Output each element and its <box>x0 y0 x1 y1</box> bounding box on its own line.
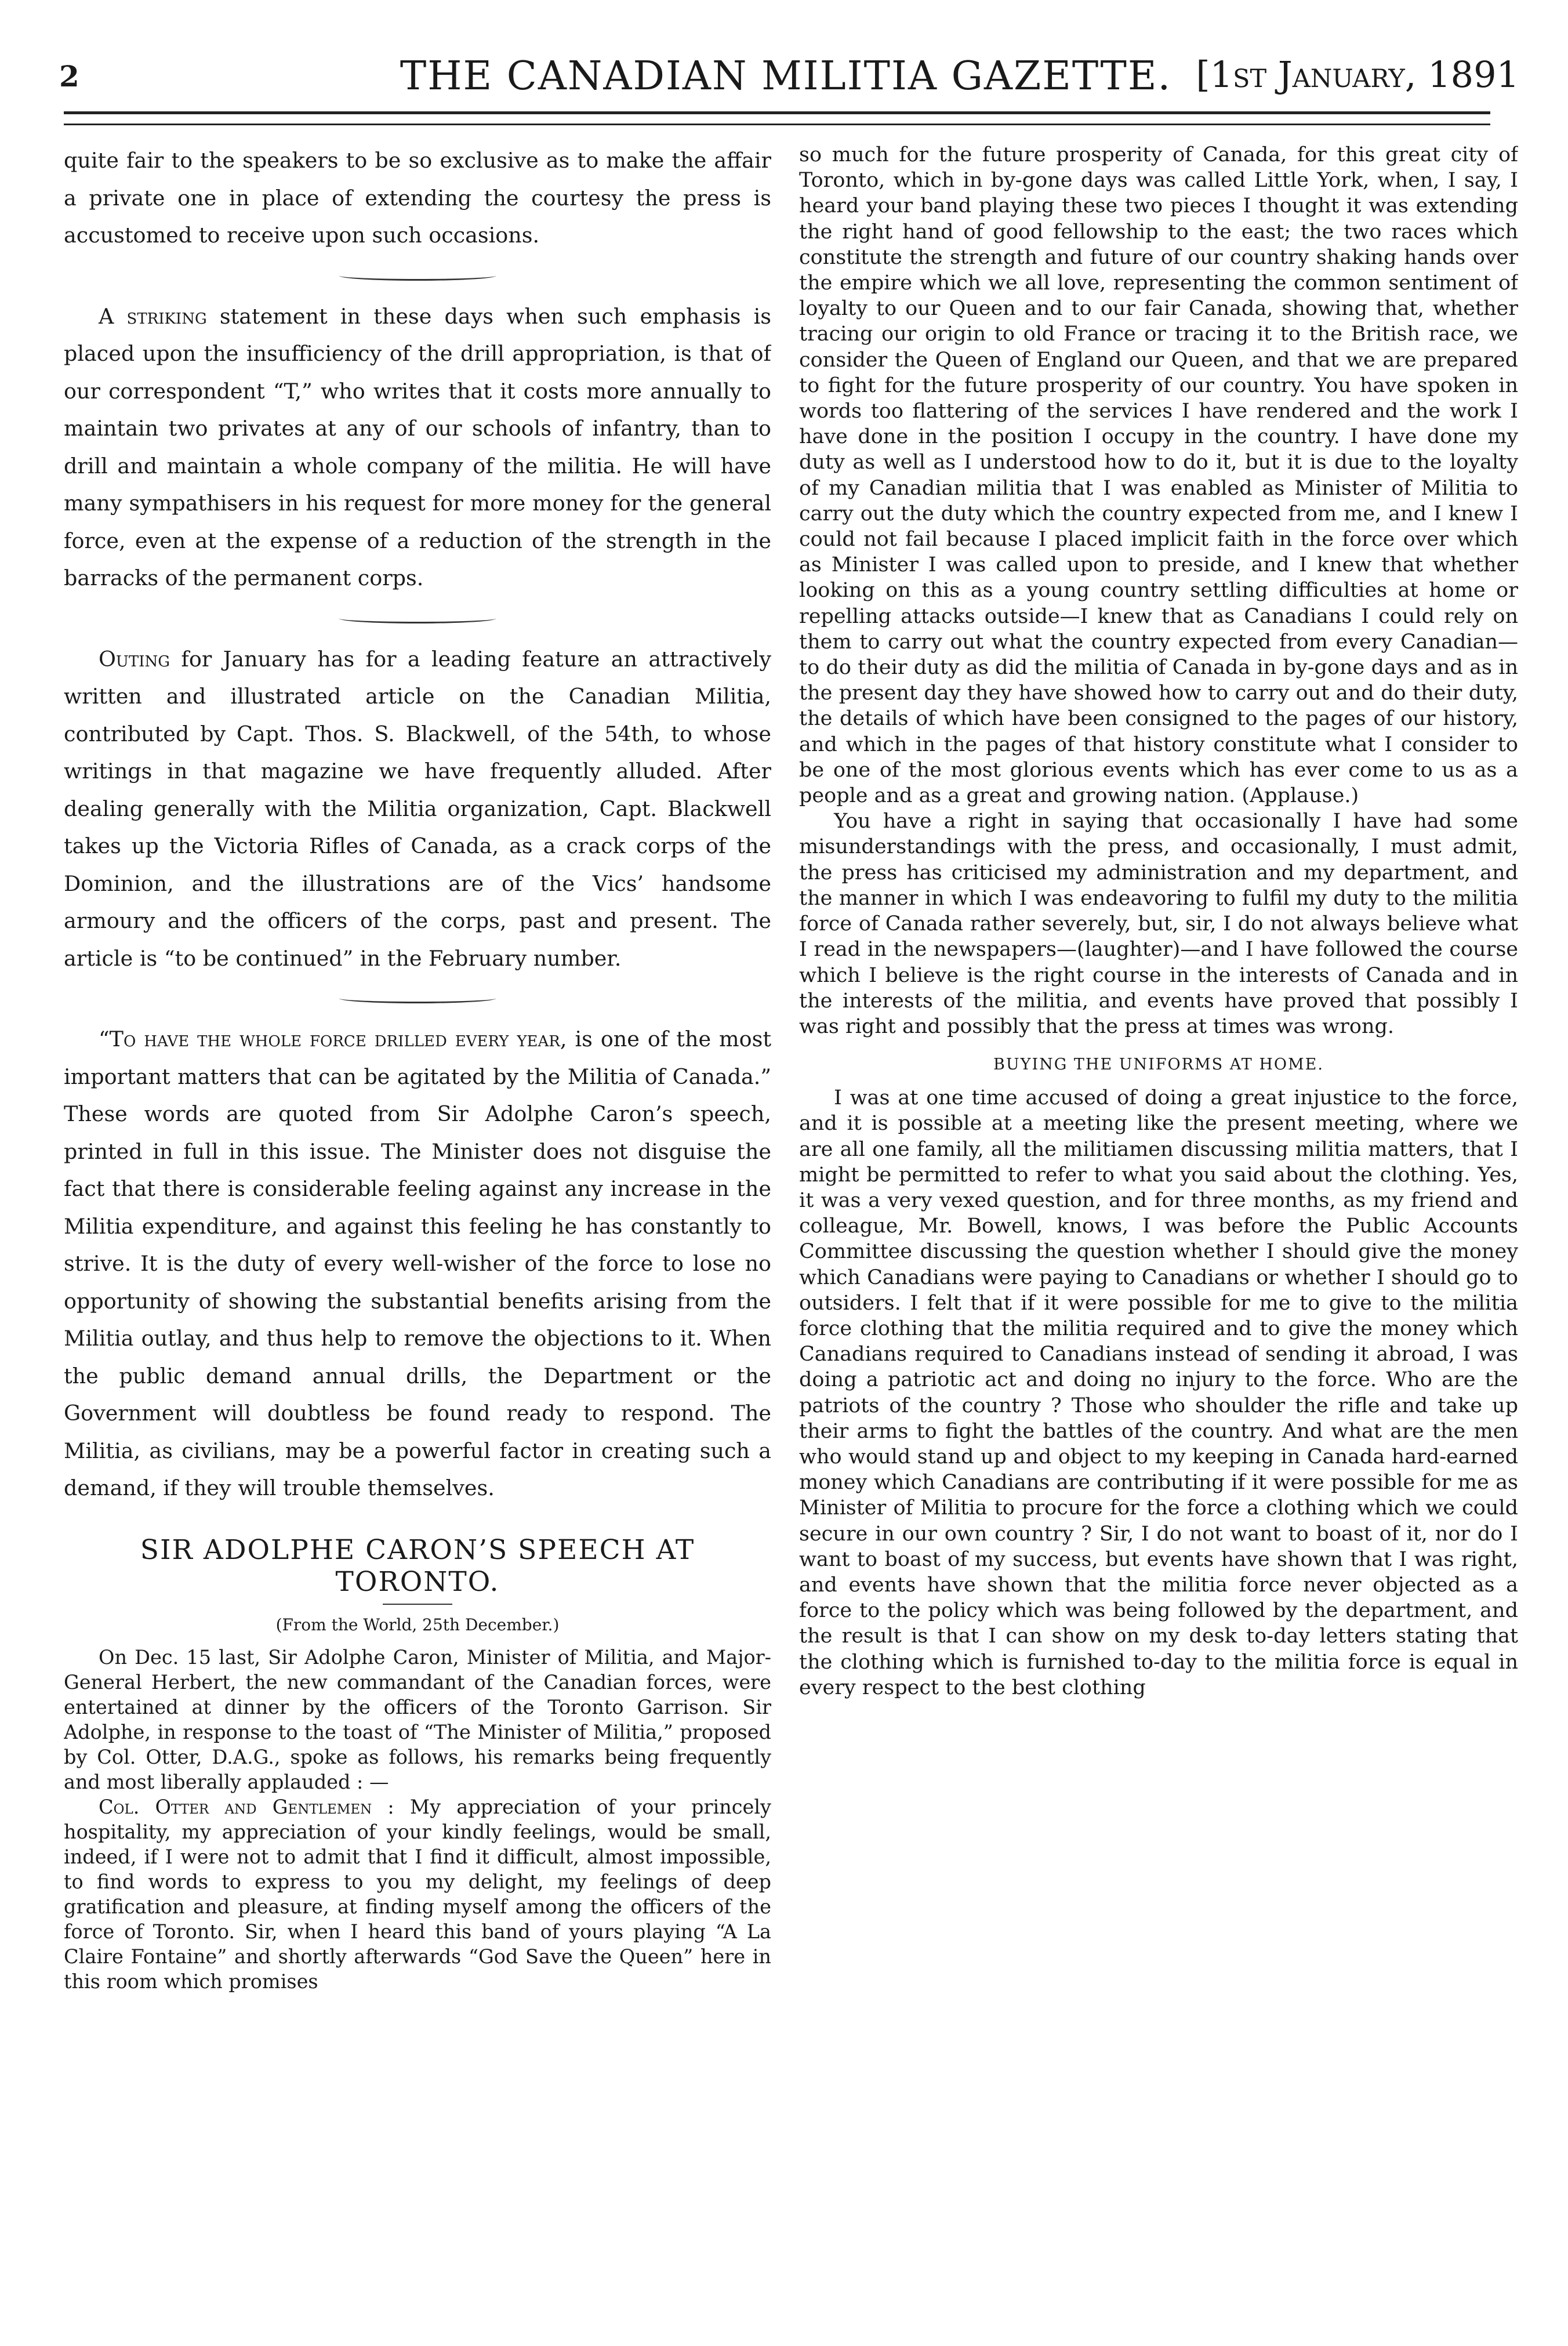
editorial-para-1: quite fair to the speakers to be so exclusive as to make the affair a private one in place of extending the courtesy the press is accustomed to receive upon such occasions. <box>64 148 771 248</box>
section-ornament <box>64 608 771 628</box>
page-header <box>52 53 1519 117</box>
speech-intro: On Dec. 15 last, Sir Adolphe Caron, Minister of Militia, and Major-General Herbert, the new commandant of the Canadian forces, were entertained at dinner by the officers of the Toronto Garrison. Sir Adolphe, in response to the toast of “The Minister of Militia,” proposed by Col. Otter, D.A.G., spoke as follows, his remarks being frequently and most liberally applauded : — <box>64 1645 771 1793</box>
section-ornament <box>64 988 771 1008</box>
lead-in: A striking <box>99 303 207 329</box>
speech-para-3: I was at one time accused of doing a great injustice to the force, and it is possible at a meeting like the present meeting, where we are all one family, all the militiamen discussing militia matters, that I might be permitted to refer to what you said about the clothing. Yes, it was a very vexed question, and for three months, as my friend and colleague, Mr. Bowell, knows, I was before the Public Accounts Committee discussing the question whether I should give the money which Canadians were paying to Canadians or whether I should go to outsiders. I felt that if it were possible for me to give to the militia force clothing that the militia required and to give the money which Canadians required to Canadians instead of sending it abroad, I was doing a patriotic act and doing no injury to the force. Who are the patriots of the country ? Those who shoulder the rifle and take up their arms to fight the battles of the country. And what are the men who would stand up and object to my keeping in Canada hard-earned money which Canadians are contributing if it were possible for me as Minister of Militia to procure for the force a clothing which we could secure in our own country ? Sir, I do not want to boast of it, nor do I want to boast of my success, but events have shown that I was right, and events have shown that the militia force never objected as a force to the policy which was being followed by the department, and the result is that I can show on my desk to-day letters stating that the clothing which is furnished to-day to the militia force is equal in every respect to the best clothing <box>799 1086 1518 1699</box>
speech-opening <box>64 1794 771 1994</box>
editorial-para-3 <box>64 641 771 978</box>
left-column <box>64 142 771 2323</box>
para-body: for January has for a leading feature an attractively written and illustrated article on the Canadian Militia, contributed by Capt. Thos. S. Blackwell, of the 54th, to whose writings in that magazine we have frequently alluded. After dealing generally with the Militia organization, Capt. Blackwell takes up the Victoria Rifles of Canada, as a crack corps of the Dominion, and the illustrations are of the Vics’ handsome armoury and the officers of the corps, past and present. The article is “to be continued” in the February number. <box>64 646 771 971</box>
section-ornament <box>64 265 771 285</box>
speech-source: (From the World, 25th December.) <box>275 1615 560 1634</box>
editorial-para-2 <box>64 298 771 597</box>
speech-para-1: so much for the future prosperity of Canada, for this great city of Toronto, which in by-gone days was called Little York, when, I say, I heard your band playing these two pieces I thought it was extending the right hand of good fellowship to the east; the two races which constitute the strength and future of our country shaking hands over the empire which we all love, representing the common sentiment of loyalty to our Queen and to our fair Canada, showing that, whether tracing our origin to old France or tracing it to the British race, we consider the Queen of England our Queen, and that we are prepared to fight for the future prosperity of our country. You have spoken in words too flattering of the services I have rendered and the work I have done in the position I occupy in the country. I have done my duty as well as I understood how to do it, but it is due to the loyalty of my Canadian militia that I was enabled as Minister of Militia to carry out the duty which the country expected from me, and I knew I could not fail because I placed implicit faith in the force over which as Minister I was called upon to preside, and I knew that whether looking on this as a young country settling difficulties at home or repelling attacks outside—I knew that as Canadians I could rely on them to carry out what the country expected from every Canadian—to do their duty as did the militia of Canada in by-gone days and as in the present day they have showed how to carry out and do their duty, the details of which have been consigned to the pages of our history, and which in the pages of that history constitute what I consider to be one of the most glorious events which has ever come to us as a people and as a great and growing nation. (Applause.) <box>799 143 1518 808</box>
section-subhead: BUYING THE UNIFORMS AT HOME. <box>993 1056 1324 1074</box>
lead-in: “To have the whole force drilled every year, <box>99 1027 567 1051</box>
speech-para-2: You have a right in saying that occasionally I have had some misunderstandings with the press, and occasionally, I must admit, the press has criticised my administration and my department, and the manner in which I was endeavoring to fulfil my duty to the militia force of Canada rather severely, but, sir, I do not always believe what I read in the newspapers—(laughter)—and I have followed the course which I believe is the right course in the interests of Canada and in the interests of the militia, and events have proved that possibly I was right and possibly that the press at times was wrong. <box>799 810 1518 1038</box>
page-number: 2 <box>59 59 79 93</box>
speech-title: SIR ADOLPHE CARON’S SPEECH AT TORONTO. <box>140 1533 695 1598</box>
lead-in: Col. Otter and Gentlemen : <box>99 1795 394 1818</box>
para-body: My appreciation of your princely hospitality, my appreciation of your kindly feelings, would be small, indeed, if I were not to admit that I find it difficult, almost impossible, to find words to express to you my delight, my feelings of deep gratification and pleasure, at finding myself among the officers of the force of Toronto. Sir, when I heard this band of yours playing “A La Claire Fontaine” and shortly afterwards “God Save the Queen” here in this room which promises <box>64 1795 771 1993</box>
editorial-para-4 <box>64 1021 771 1507</box>
header-rule <box>64 111 1490 125</box>
masthead-title: THE CANADIAN MILITIA GAZETTE. <box>400 53 1172 99</box>
lead-in: Outing <box>99 646 170 672</box>
para-body: is one of the most important matters that can be agitated by the Militia of Canada.” These words are quoted from Sir Adolphe Caron’s speech, printed in full in this issue. The Minister does not disguise the fact that there is considerable feeling against any increase in the Militia expenditure, and against this feeling he has constantly to strive. It is the duty of every well-wisher of the force to lose no opportunity of showing the substantial benefits arising from the Militia outlay, and thus help to remove the objections to it. When the public demand annual drills, the Department or the Government will doubtless be found ready to respond. The Militia, as civilians, may be a powerful factor in creating such a demand, if they will trouble themselves. <box>64 1027 771 1500</box>
right-column <box>799 142 1518 2323</box>
title-rule <box>383 1604 452 1605</box>
para-body: statement in these days when such emphasis is placed upon the insufficiency of the drill appropriation, is that of our correspondent “T,” who writes that it costs more annually to maintain two privates at any of our schools of infantry, than to drill and maintain a whole company of the militia. He will have many sympathisers in his request for more money for the general force, even at the expense of a reduction of the strength in the barracks of the permanent corps. <box>64 303 771 590</box>
issue-date: [1st January, 1891 <box>1196 53 1519 96</box>
